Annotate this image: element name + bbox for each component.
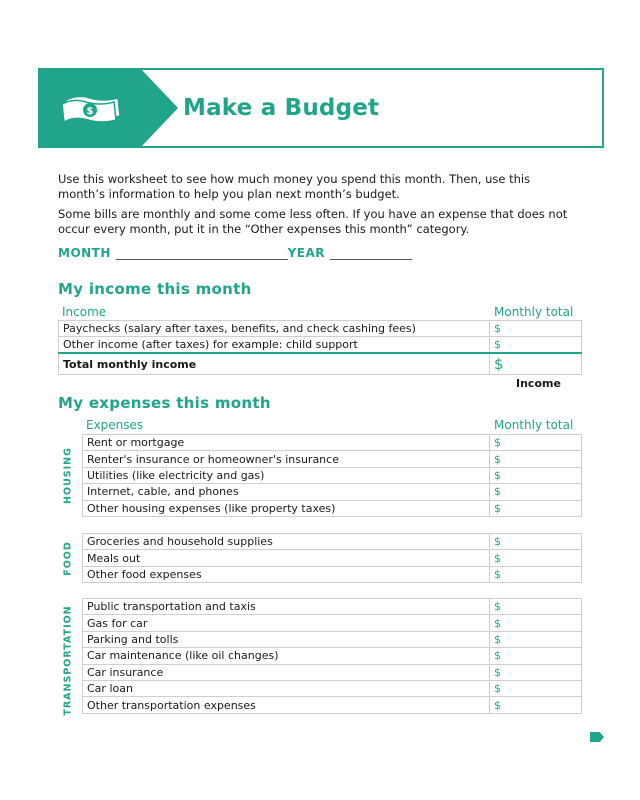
year-label: YEAR: [287, 246, 326, 260]
housing-label: HOUSING: [62, 447, 74, 504]
income-col-label: Income: [62, 305, 107, 319]
expense-amount[interactable]: $: [490, 500, 582, 516]
expense-amount[interactable]: $: [490, 680, 582, 696]
expense-amount[interactable]: $: [490, 664, 582, 680]
table-row: [83, 534, 582, 550]
expense-amount[interactable]: $: [490, 566, 582, 582]
expense-amount[interactable]: $: [490, 467, 582, 483]
table-row: [83, 484, 582, 500]
income-row-label: Paychecks (salary after taxes, benefits, and check cashing fees): [59, 321, 490, 337]
table-row: [83, 631, 582, 647]
expense-amount[interactable]: $: [490, 615, 582, 631]
expense-label: Parking and tolls: [83, 631, 490, 647]
income-row-amount[interactable]: $: [490, 337, 582, 353]
expense-label: Utilities (like electricity and gas): [83, 467, 490, 483]
table-row: [83, 500, 582, 516]
next-page-arrow-icon[interactable]: [590, 732, 604, 742]
income-note: Income: [516, 377, 561, 390]
expense-amount[interactable]: $: [490, 484, 582, 500]
food-label: FOOD: [62, 541, 74, 576]
expense-label: Groceries and household supplies: [83, 534, 490, 550]
income-heading: My income this month: [58, 280, 252, 298]
food-table: [82, 533, 582, 583]
table-row: [83, 467, 582, 483]
table-row: [83, 599, 582, 615]
table-row: [83, 550, 582, 566]
expense-label: Gas for car: [83, 615, 490, 631]
month-label: MONTH: [58, 246, 111, 260]
expenses-col-label: Expenses: [86, 418, 144, 432]
expense-label: Internet, cable, and phones: [83, 484, 490, 500]
income-total-amount[interactable]: $: [490, 353, 582, 374]
table-row: [83, 664, 582, 680]
expenses-col-total: Monthly total: [494, 418, 574, 432]
income-total-label: Total monthly income: [59, 353, 490, 374]
expense-amount[interactable]: $: [490, 534, 582, 550]
income-total-row: [59, 353, 582, 374]
expense-label: Other transportation expenses: [83, 697, 490, 713]
transportation-label: TRANSPORTATION: [62, 605, 74, 716]
expense-amount[interactable]: $: [490, 599, 582, 615]
expense-label: Car maintenance (like oil changes): [83, 648, 490, 664]
transportation-table: [82, 598, 582, 714]
expense-amount[interactable]: $: [490, 648, 582, 664]
table-row: [83, 648, 582, 664]
expense-amount[interactable]: $: [490, 631, 582, 647]
expense-amount[interactable]: $: [490, 697, 582, 713]
expense-amount[interactable]: $: [490, 451, 582, 467]
expense-label: Car insurance: [83, 664, 490, 680]
table-row: [59, 337, 582, 353]
table-row: [83, 451, 582, 467]
income-row-amount[interactable]: $: [490, 321, 582, 337]
expense-amount[interactable]: $: [490, 435, 582, 451]
page-header: [38, 68, 604, 148]
month-year-line: [58, 246, 412, 260]
expense-label: Public transportation and taxis: [83, 599, 490, 615]
intro-paragraph-1: Use this worksheet to see how much money you spend this month. Then, use this month’s information to help you plan next month’s budget.: [58, 172, 531, 201]
table-row: [83, 615, 582, 631]
expense-label: Renter's insurance or homeowner's insurance: [83, 451, 490, 467]
intro-paragraph-2: Some bills are monthly and some come less often. If you have an expense that does not occur every month, put it in the “Other expenses this month” category.: [58, 207, 568, 236]
expense-label: Other food expenses: [83, 566, 490, 582]
expense-label: Rent or mortgage: [83, 435, 490, 451]
svg-text:$: $: [86, 106, 94, 117]
year-field[interactable]: [330, 248, 412, 260]
income-table: [58, 320, 582, 375]
table-row: [83, 680, 582, 696]
table-row: [83, 566, 582, 582]
housing-table: [82, 434, 582, 517]
income-row-label: Other income (after taxes) for example: child support: [59, 337, 490, 353]
expenses-heading: My expenses this month: [58, 394, 271, 412]
expense-label: Meals out: [83, 550, 490, 566]
expense-label: Car loan: [83, 680, 490, 696]
income-col-total: Monthly total: [494, 305, 574, 319]
expense-label: Other housing expenses (like property taxes): [83, 500, 490, 516]
table-row: [59, 321, 582, 337]
month-field[interactable]: [116, 248, 288, 260]
money-icon: [60, 90, 124, 126]
table-row: [83, 435, 582, 451]
page-title: Make a Budget: [183, 95, 380, 121]
expense-amount[interactable]: $: [490, 550, 582, 566]
table-row: [83, 697, 582, 713]
